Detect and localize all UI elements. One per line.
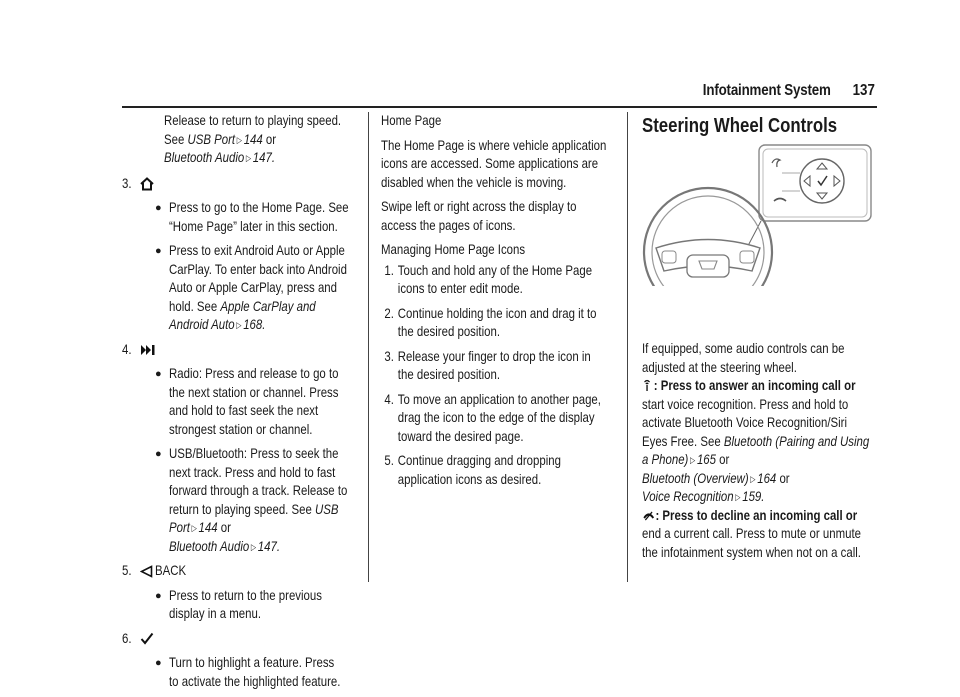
list-item xyxy=(152,365,362,439)
end-call-paragraph xyxy=(642,507,869,563)
paragraph-line: access the pages of icons. xyxy=(381,217,516,233)
item-5-header xyxy=(122,562,362,581)
list-item xyxy=(152,199,362,236)
bullet-line: Press to return to the previous xyxy=(169,587,322,603)
checkmark-icon xyxy=(140,632,154,645)
ref-bluetooth-pairing[interactable]: Bluetooth (Pairing and Using xyxy=(723,433,870,449)
paragraph-line: The Home Page is where vehicle application xyxy=(381,137,607,153)
bullet-line: the next station or channel. Press xyxy=(169,384,339,400)
page-ref-arrow-icon: ▷ xyxy=(690,455,696,465)
bullet-line: display in a menu. xyxy=(169,606,262,621)
ref-carplay[interactable]: Apple CarPlay and xyxy=(220,298,316,314)
home-icon xyxy=(140,177,154,191)
ref-bluetooth-audio[interactable]: Bluetooth Audio xyxy=(164,150,245,165)
or-text: or xyxy=(779,470,790,486)
see-text: hold. See xyxy=(169,298,218,314)
ref-page[interactable]: 164 xyxy=(757,470,777,486)
bullet-icon: ● xyxy=(155,448,162,460)
paragraph-line: activate Bluetooth Voice Recognition/Siri xyxy=(642,415,848,430)
or-text: or xyxy=(265,131,277,147)
steering-wheel-controls-title: Steering Wheel Controls xyxy=(642,115,838,137)
step-line: Release your finger to drop the icon in xyxy=(397,348,591,364)
bullet-line: next track. Press and hold to fast xyxy=(169,464,336,480)
intro-line: Release to return to playing speed. xyxy=(164,113,342,128)
ref-page[interactable]: 144 xyxy=(198,520,218,535)
column-left xyxy=(122,112,362,697)
column-divider xyxy=(627,112,628,582)
page-ref-arrow-icon: ▷ xyxy=(236,320,242,330)
back-label: BACK xyxy=(155,563,187,578)
item-6-bullets xyxy=(122,654,362,691)
ref-page[interactable]: 147. xyxy=(257,538,281,554)
list-item xyxy=(152,654,362,691)
bullet-line: to activate the highlighted feature. xyxy=(169,673,341,689)
bullet-icon: ● xyxy=(155,245,162,257)
ref-page[interactable]: 168. xyxy=(243,317,266,332)
steering-wheel-illustration xyxy=(642,143,874,286)
bullet-icon: ● xyxy=(155,368,162,380)
paragraph-line: : Press to decline an incoming call or xyxy=(655,507,858,523)
paragraph-line: the infotainment system when not on a call. xyxy=(642,544,861,560)
list-item xyxy=(152,587,362,624)
ref-page[interactable]: 144 xyxy=(243,131,263,147)
ref-android-auto[interactable]: Android Auto xyxy=(169,317,235,332)
list-item xyxy=(381,452,606,489)
page-ref-arrow-icon: ▷ xyxy=(191,523,197,533)
bullet-line: Auto or Apple CarPlay, press and xyxy=(169,280,337,295)
back-icon xyxy=(140,565,153,578)
push-to-talk-paragraph xyxy=(642,377,869,507)
ref-bluetooth-pairing[interactable]: a Phone) xyxy=(642,452,689,467)
home-page-heading: Home Page xyxy=(381,113,442,128)
see-text: Eyes Free. See xyxy=(642,433,721,449)
step-line: application icons as desired. xyxy=(397,471,542,487)
bullet-line: Turn to highlight a feature. Press xyxy=(169,655,335,670)
bullet-line: “Home Page” later in this section. xyxy=(169,218,338,234)
or-text: or xyxy=(220,520,231,535)
ref-page[interactable]: 147. xyxy=(252,150,276,165)
step-line: drag the icon to the edge of the display xyxy=(397,410,595,425)
page-ref-arrow-icon: ▷ xyxy=(245,153,252,163)
item-6-header xyxy=(122,630,362,649)
paragraph-line: disabled when the vehicle is moving. xyxy=(381,174,567,190)
item-number: 5. xyxy=(122,563,132,578)
step-number: 3. xyxy=(384,348,394,364)
item-3-bullets xyxy=(122,199,362,335)
step-number: 2. xyxy=(384,305,394,321)
see-text: See xyxy=(164,131,185,147)
item-number: 4. xyxy=(122,341,132,357)
step-line: icons to enter edit mode. xyxy=(397,281,523,296)
ref-page[interactable]: 159. xyxy=(742,489,765,504)
or-text: or xyxy=(719,452,730,467)
intro-text xyxy=(122,112,341,168)
list-item xyxy=(381,262,606,299)
bullet-line: Radio: Press and release to go to xyxy=(169,366,339,381)
bullet-line: CarPlay. To enter back into Android xyxy=(169,261,347,277)
bullet-icon: ● xyxy=(155,657,162,669)
step-line: toward the desired page. xyxy=(397,428,524,444)
managing-icons-heading: Managing Home Page Icons xyxy=(381,242,526,257)
list-item xyxy=(381,305,606,342)
column-divider xyxy=(368,112,369,582)
paragraph-line: start voice recognition. Press and hold to xyxy=(642,396,849,412)
step-number: 5. xyxy=(384,453,394,468)
step-line: To move an application to another page, xyxy=(397,391,601,407)
step-line: the desired position. xyxy=(397,324,501,339)
item-5-bullets xyxy=(122,587,362,624)
push-to-talk-icon xyxy=(642,379,654,392)
ref-bluetooth-audio[interactable]: Bluetooth Audio xyxy=(169,538,250,554)
item-3-header xyxy=(122,175,362,194)
page-ref-arrow-icon: ▷ xyxy=(236,134,243,145)
list-item xyxy=(152,445,362,556)
ref-voice-recognition[interactable]: Voice Recognition xyxy=(642,489,734,504)
list-item xyxy=(381,348,606,385)
ref-page[interactable]: 165 xyxy=(696,452,716,467)
list-item xyxy=(152,242,362,335)
item-4-bullets xyxy=(122,365,362,556)
paragraph-line: If equipped, some audio controls can be xyxy=(642,341,845,356)
skip-forward-icon xyxy=(140,344,156,356)
step-number: 1. xyxy=(384,262,394,278)
ref-usb-port[interactable]: USB Port xyxy=(187,131,236,147)
column-middle xyxy=(381,112,621,495)
item-number: 6. xyxy=(122,630,132,646)
bullet-icon: ● xyxy=(155,202,162,214)
bullet-line: Press to go to the Home Page. See xyxy=(169,200,349,215)
bullet-line: forward through a track. Release to xyxy=(169,483,348,498)
paragraph-line: Swipe left or right across the display to xyxy=(381,199,577,214)
bullet-line: and hold to fast seek the next xyxy=(169,403,319,418)
page-header xyxy=(122,80,877,108)
home-page-section xyxy=(381,112,606,495)
step-line: Touch and hold any of the Home Page xyxy=(397,262,593,278)
paragraph-line: icons are accessed. Some applications are xyxy=(381,156,599,171)
intro-paragraph xyxy=(642,340,869,377)
paragraph-line: adjusted at the steering wheel. xyxy=(642,359,797,375)
bullet-line: Press to exit Android Auto or Apple xyxy=(169,243,345,258)
ref-usb-port[interactable]: Port xyxy=(169,520,190,535)
bullet-icon: ● xyxy=(155,589,162,602)
page-ref-arrow-icon: ▷ xyxy=(735,492,741,502)
item-4-header xyxy=(122,341,362,360)
paragraph-line: end a current call. Press to mute or unmute xyxy=(642,526,861,541)
list-item xyxy=(381,391,606,447)
ref-usb-port[interactable]: USB xyxy=(315,501,339,517)
bullet-line: USB/Bluetooth: Press to seek the xyxy=(169,446,339,461)
step-number: 4. xyxy=(384,391,394,407)
page-number: 137 xyxy=(852,82,875,99)
column-right-text xyxy=(642,340,869,562)
section-title-header: Infotainment System xyxy=(703,82,831,99)
paragraph-line: : Press to answer an incoming call or xyxy=(653,378,856,393)
step-line: Continue holding the icon and drag it to xyxy=(397,305,597,321)
column-right xyxy=(642,112,882,146)
bullet-line: strongest station or channel. xyxy=(169,421,313,437)
ref-bluetooth-overview[interactable]: Bluetooth (Overview) xyxy=(642,470,749,486)
end-call-icon xyxy=(642,509,655,522)
item-number: 3. xyxy=(122,175,132,191)
page-ref-arrow-icon: ▷ xyxy=(750,473,756,484)
see-text: return to playing speed. See xyxy=(169,501,312,517)
step-line: Continue dragging and dropping xyxy=(397,453,561,468)
step-line: the desired position. xyxy=(397,367,501,382)
page-ref-arrow-icon: ▷ xyxy=(250,541,257,552)
